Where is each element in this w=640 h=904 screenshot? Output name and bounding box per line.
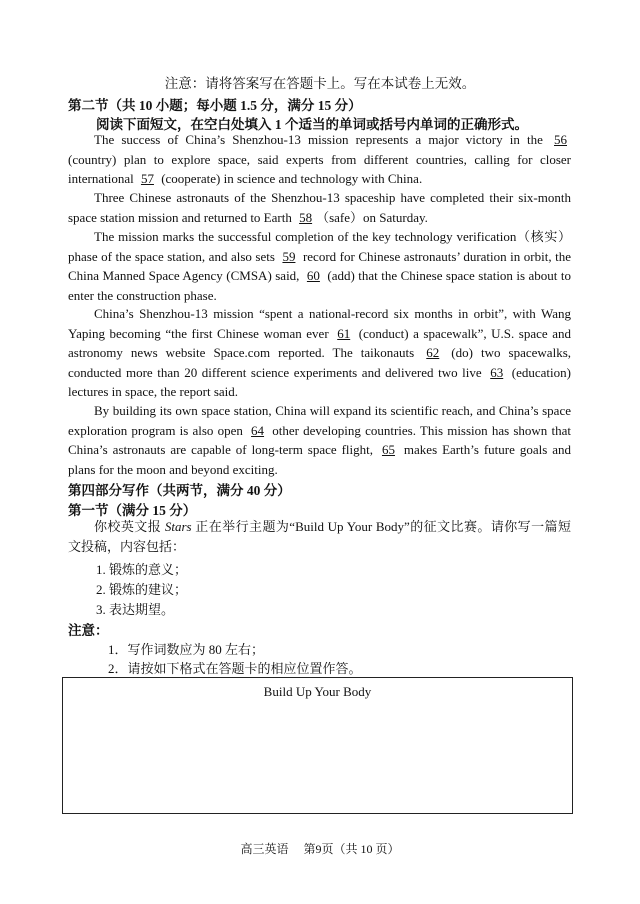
footer-page-number: 第9页（共 10 页） — [303, 842, 400, 856]
blank-59: 59 — [282, 248, 296, 264]
blank-56: 56 — [554, 132, 567, 147]
passage-paragraph-5: By building its own space station, China will expand its scientific reach, and China’s space exploration program is also open 64 other developing countries. This mission has shown that China’s astronauts are capable of long-term space flight, 65 makes Earth’s future goals and plans for the moon and beyond exciting. — [68, 403, 571, 477]
blank-62: 62 — [426, 345, 440, 360]
footer-subject: 高三英语 — [240, 842, 289, 856]
passage-paragraph-1: The success of China’s Shenzhou-13 mission represents a major victory in the 56 (country) plan to explore space, said experts from different countries, calling for closer international 57 (cooperate) in science and technology with China. — [68, 132, 571, 186]
passage-paragraph-2: Three Chinese astronauts of the Shenzhou-13 spaceship have completed their six-month space station mission and returned to Earth 58 （safe）on Saturday. — [68, 190, 571, 225]
part4-section1-heading: 第一节（满分 15 分） — [68, 503, 197, 518]
note-item-2: 2．请按如下格式在答题卡的相应位置作答。 — [108, 661, 362, 676]
section2-heading: 第二节（共 10 小题；每小题 1.5 分，满分 15 分） — [68, 98, 362, 113]
note-label: 注意： — [68, 623, 109, 638]
blank-57: 57 — [140, 171, 154, 186]
note-item-1: 1．写作词数应为 80 左右； — [108, 642, 265, 657]
blank-60: 60 — [306, 268, 320, 283]
passage-paragraph-3: The mission marks the successful completion of the key technology verification（核实）phase of the space station, and also sets 59 record for Chinese astronauts’ duration in orbit, the China Manned Space Agency (CMSA) said, 60 (add) that the Chinese space station is about to enter the construction phase. — [68, 229, 571, 303]
section2-instruction: 阅读下面短文，在空白处填入 1 个适当的单词或括号内单词的正确形式。 — [96, 117, 528, 132]
content-item-1: 1. 锻炼的意义； — [96, 562, 188, 577]
newspaper-name: Stars — [164, 519, 192, 534]
essay-title: Build Up Your Body — [263, 684, 372, 699]
blank-63: 63 — [490, 364, 504, 380]
page-footer — [0, 840, 640, 857]
blank-65: 65 — [381, 442, 395, 457]
blank-61: 61 — [337, 325, 351, 341]
part4-heading: 第四部分写作（共两节，满分 40 分） — [68, 483, 291, 498]
content-item-3: 3. 表达期望。 — [96, 602, 175, 617]
answer-notice: 注意：请将答案写在答题卡上。写在本试卷上无效。 — [164, 76, 476, 91]
blank-58: 58 — [299, 209, 313, 225]
passage-paragraph-4: China’s Shenzhou-13 mission “spent a national-record six months in orbit”, with Wang Yaping becoming “the first Chinese woman ever 61 (conduct) a spacewalk”, U.S. space and astronomy news website Space.com reported. The taikonauts 62 (do) two spacewalks, conducted more than 20 different science experiments and delivered two live 63 (education) lectures in space, the report said. — [68, 306, 572, 399]
blank-64: 64 — [251, 422, 265, 438]
content-item-2: 2. 锻炼的建议； — [96, 582, 188, 597]
answer-box — [62, 677, 573, 814]
writing-prompt: 你校英文报 Stars 正在举行主题为“Build Up Your Body”的征文比赛。请你写一篇短文投稿，内容包括： — [68, 519, 571, 554]
